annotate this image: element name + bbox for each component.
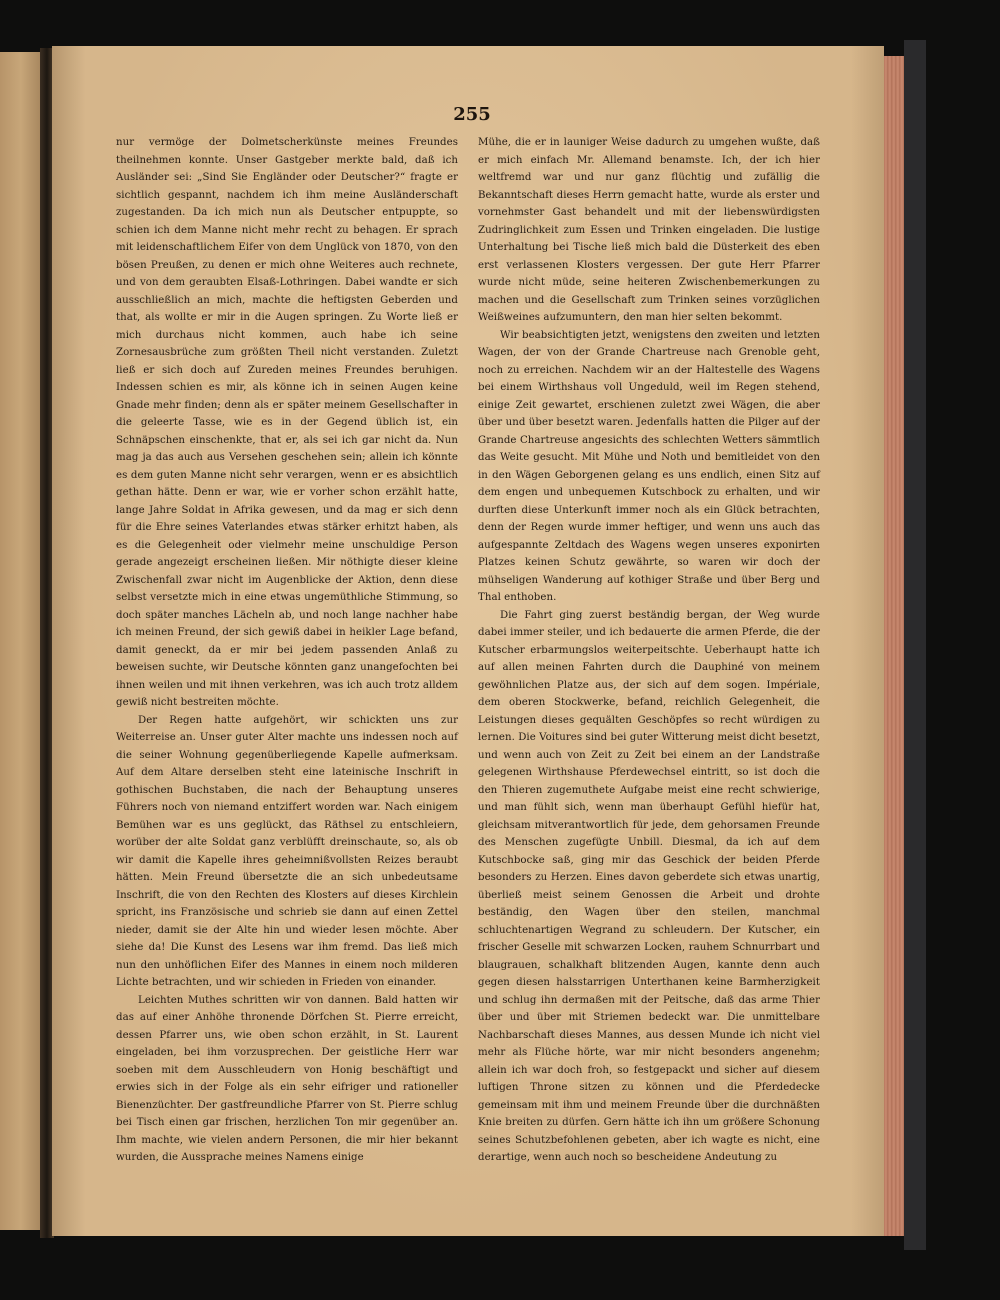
paragraph: nur vermöge der Dolmetscherkünste meines Freundes theilnehmen konnte. Unser Gastgeber merkte bald, daß ich Ausländer sei: „Sind Sie Engländer oder Deutscher?“ fragte er sichtlich gespannt, nachdem ich ihm meine Ausländerschaft zugestanden. Da ich mich nun als Deutscher entpuppte, so schien ich dem Manne nicht mehr recht zu behagen. Er sprach mit leidenschaftlichem Eifer von dem Unglück von 1870, von den bösen Preußen, zu denen er mich ohne Weiteres auch rechnete, und von dem geraubten Elsaß-Lothringen. Dabei wandte er sich ausschließlich an mich, machte die heftigsten Geberden und that, als wollte er mir in die Augen springen. Zu Worte ließ er mich durchaus nicht kommen, auch habe ich seine Zornesausbrüche zum größten Theil nicht verstanden. Zuletzt ließ er sich doch auf Zureden meines Freundes beruhigen. Indessen schien es mir, als könne ich in seinen Augen keine Gnade mehr finden; denn als er später meinem Gesellschafter in die geleerte Tasse, wie es in der Gegend üblich ist, ein Schnäpschen einschenkte, that er, als sei ich gar nicht da. Nun mag ja das auch aus Versehen geschehen sein; allein ich könnte es dem guten Manne nicht sehr verargen, wenn er es absichtlich gethan hätte. Denn er war, wie er vorher schon erzählt hatte, lange Jahre Soldat in Afrika gewesen, und da mag er sich denn für die Ehre seines Vaterlandes etwas stärker erhitzt haben, als es die Gelegenheit oder vielmehr meine unschuldige Person gerade angezeigt erscheinen ließen. Mir nöthigte dieser kleine Zwischenfall zwar nicht im Augenblicke der Aktion, denn diese selbst versetzte mich in eine etwas ungemüthliche Stimmung, so doch später manches Lächeln ab, und noch lange nachher habe ich meinen Freund, der sich gewiß dabei in heikler Lage befand, damit geneckt, da er mir bei jedem passenden Anlaß zu beweisen suchte, wir Deutsche könnten ganz unangefochten bei ihnen weilen und mit ihnen verkehren, was ich auch trotz alldem gewiß nicht bestreiten möchte. xyxy=(116,137,458,708)
page-number: 255 xyxy=(453,104,491,125)
paragraph: Der Regen hatte aufgehört, wir schickten uns zur Weiterreise an. Unser guter Alter machte uns indessen noch auf die seiner Wohnung gegenüberliegende Kapelle aufmerksam. Auf dem Altare derselben steht eine lateinische Inschrift in gothischen Buchstaben, die nach der Behauptung unseres Führers noch von niemand entziffert worden war. Nach einigem Bemühen war es uns geglückt, das Räthsel zu entschleiern, worüber der alte Soldat ganz verblüfft dreinschaute, so, als ob wir damit die Kapelle ihres geheimnißvollsten Reizes beraubt hätten. Mein Freund übersetzte die an sich unbedeutsame Inschrift, die von den Rechten des Klosters auf dieses Kirchlein spricht, ins Französische und schrieb sie dann auf einen Zettel nieder, damit sie der Alte hin und wieder lesen möchte. Aber siehe da! Die Kunst des Lesens war ihm fremd. Das ließ mich nun den unhöflichen Eifer des Mannes in einem noch milderen Lichte betrachten, und wir schieden in Frieden von einander. xyxy=(116,714,458,988)
book-cover xyxy=(904,40,926,1250)
right-text-column xyxy=(478,134,820,1167)
paragraph: Wir beabsichtigten jetzt, wenigstens den zweiten und letzten Wagen, der von der Grande Chartreuse nach Grenoble geht, noch zu erreichen. Nachdem wir an der Haltestelle des Wagens bei einem Wirthshaus voll Ungeduld, weil im Regen stehend, einige Zeit gewartet, erschienen zuletzt zwei Wägen, die aber über und über besetzt waren. Jedenfalls hatten die Pilger auf der Grande Chartreuse angesichts des schlechten Wetters sämmtlich das Weite gesucht. Mit Mühe und Noth und bemitleidet von den in den Wägen Geborgenen gelang es uns endlich, einen Sitz auf dem engen und unbequemen Kutschbock zu erhalten, und wir durften diese Unterkunft immer noch als ein Glück betrachten, denn der Regen wurde immer heftiger, und wenn uns auch das aufgespannte Zeltdach des Wagens wegen unseres exponirten Platzes keinen Schutz gewährte, so waren wir doch der mühseligen Wanderung auf kothiger Straße und über Berg und Thal enthoben. xyxy=(478,329,820,603)
paragraph: Die Fahrt ging zuerst beständig bergan, der Weg wurde dabei immer steiler, und ich bedauerte die armen Pferde, die der Kutscher erbarmungslos weiterpeitschte. Ueberhaupt hatte ich auf allen meinen Fahrten durch die Dauphiné von meinem gewöhnlichen Platze aus, der sich auf dem sogen. Impériale, dem oberen Stockwerke, befand, reichlich Gelegenheit, die Leistungen dieses gequälten Geschöpfes so recht würdigen zu lernen. Die Voitures sind bei guter Witterung meist dicht besetzt, und wenn auch von Zeit zu Zeit bei einem an der Landstraße gelegenen Wirthshause Pferdewechsel eintritt, so ist doch die den Thieren zugemuthete Aufgabe meist eine recht schwierige, und man fühlt sich, wenn man überhaupt Gefühl hiefür hat, gleichsam mitverantwortlich für jede, dem gehorsamen Freunde des Menschen zugefügte Unbill. Diesmal, da ich auf dem Kutschbocke saß, ging mir das Geschick der beiden Pferde besonders zu Herzen. Eines davon geberdete sich etwas unartig, überließ meist seinem Genossen die Arbeit und drohte beständig, den Wagen über den steilen, manchmal schluchtenartigen Wegrand zu schleudern. Der Kutscher, ein frischer Geselle mit schwarzen Locken, rauhem Schnurrbart und blaugrauen, schalkhaft blitzenden Augen, kannte denn auch gegen diesen halsstarrigen Unterthanen keine Barmherzigkeit und schlug ihn dermaßen mit der Peitsche, daß das arme Thier über und über mit Striemen bedeckt war. Die unmittelbare Nachbarschaft dieses Mannes, aus dessen Munde ich nicht viel mehr als Flüche hörte, war mir nicht besonders angenehm; allein ich war doch froh, so festgepackt und sicher auf diesem luftigen Throne sitzen zu können und die Pferdedecke gemeinsam mit ihm und meinem Freunde über die durchnäßten Knie breiten zu dürfen. Gern hätte ich ihn um größere Schonung seines Schutzbefohlenen gebeten, aber ich wagte es nicht, eine derartige, wenn auch noch so bescheidene Andeutung zu xyxy=(478,609,820,1163)
book-page xyxy=(52,46,884,1236)
left-text-column xyxy=(116,134,458,1167)
paragraph: Leichten Muthes schritten wir von dannen. Bald hatten wir das auf einer Anhöhe thronende Dörfchen St. Pierre erreicht, dessen Pfarrer uns, wie oben schon erzählt, in St. Laurent eingeladen, bei ihm vorzusprechen. Der geistliche Herr war soeben mit dem Ausschleudern von Honig beschäftigt und erwies sich in der Folge als ein sehr eifriger und rationeller Bienenzüchter. Der gastfreundliche Pfarrer von St. Pierre schlug bei Tisch einen gar frischen, herzlichen Ton mir gegenüber an. Ihm machte, wie vielen andern Personen, die mir hier bekannt wurden, die Aussprache meines Namens einige xyxy=(116,994,458,1163)
paragraph: Mühe, die er in launiger Weise dadurch zu umgehen wußte, daß er mich einfach Mr. Allemand benamste. Ich, der ich hier weltfremd war und nur ganz flüchtig und zufällig die Bekanntschaft dieses Herrn gemacht hatte, wurde als erster und vornehmster Gast behandelt und mit der liebenswürdigsten Zudringlichkeit zum Essen und Trinken eingeladen. Die lustige Unterhaltung bei Tische ließ mich bald die Düsterkeit des eben erst verlassenen Klosters vergessen. Der gute Herr Pfarrer wurde nicht müde, seine heiteren Zwischenbemerkungen zu machen und die Gesellschaft zum Trinken seines vorzüglichen Weißweines aufzumuntern, den man hier selten bekommt. xyxy=(478,137,820,323)
